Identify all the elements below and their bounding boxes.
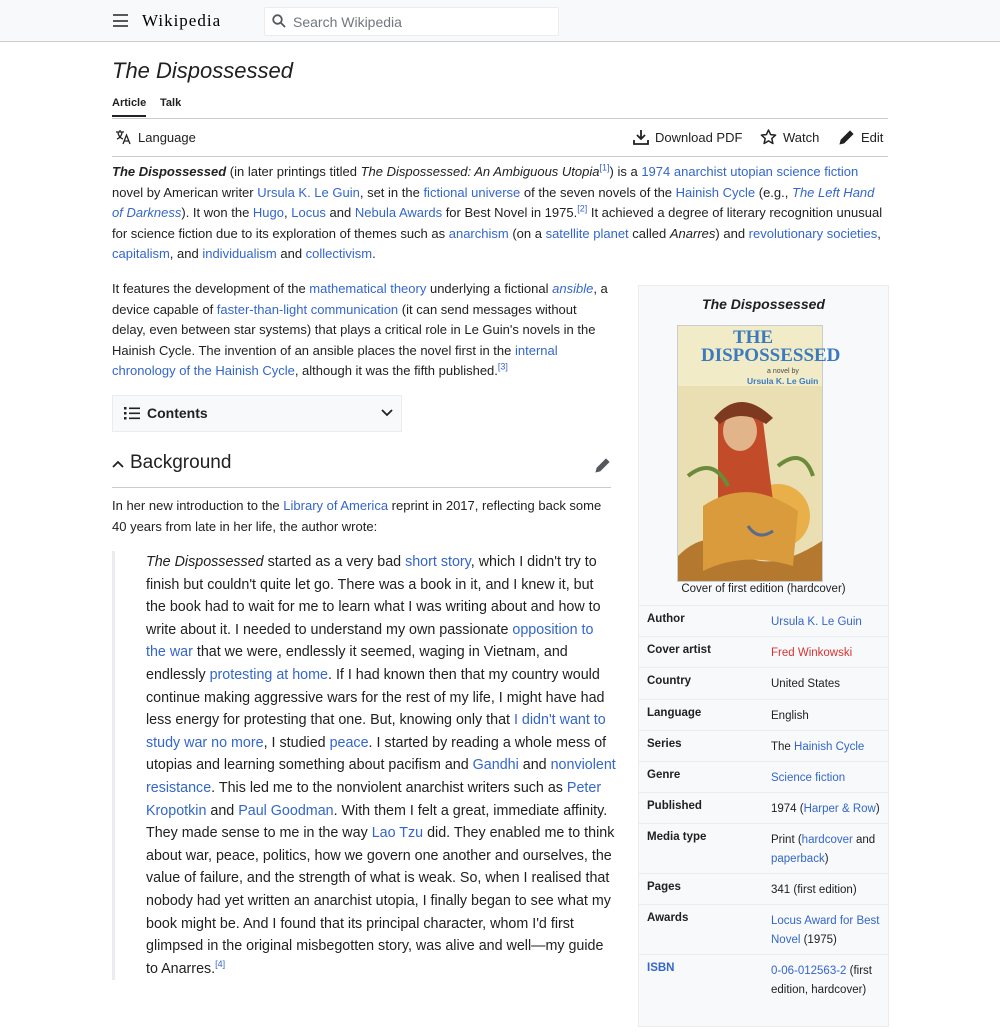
infobox-title: The Dispossessed: [702, 296, 825, 312]
italic-text: The Dispossessed: [146, 554, 264, 570]
infobox-value: Locus Award for Best Novel (1975): [771, 915, 880, 946]
cover-title-text: THE DISPOSSESSED: [701, 327, 841, 366]
infobox-row: [639, 904, 888, 954]
wiki-link[interactable]: peace: [329, 734, 369, 751]
wiki-link[interactable]: short story: [405, 554, 471, 570]
wiki-link[interactable]: Ursula K. Le Guin: [257, 184, 360, 200]
infobox-key: Author: [647, 613, 685, 625]
wiki-link[interactable]: revolutionary societies: [748, 225, 878, 241]
infobox-value: English: [771, 710, 809, 722]
wikipedia-wordmark[interactable]: Wikipedia: [142, 11, 222, 30]
italic-text: The Dispossessed: An Ambiguous Utopia: [360, 164, 600, 179]
wiki-link[interactable]: fictional universe: [423, 184, 521, 200]
infobox-key: Series: [647, 738, 682, 750]
section-title: Background: [130, 452, 232, 473]
download-icon: [633, 129, 649, 145]
download-pdf-label: Download PDF: [655, 129, 743, 145]
star-icon: [760, 129, 777, 145]
page-tabs: [112, 97, 888, 119]
wiki-link[interactable]: utopian: [730, 164, 773, 179]
infobox-row: [639, 873, 888, 904]
language-label: Language: [138, 129, 196, 145]
infobox-row: [639, 761, 888, 792]
infobox-key: Pages: [647, 881, 681, 893]
wiki-link[interactable]: Hainish Cycle: [794, 741, 865, 753]
wiki-link[interactable]: Hainish Cycle: [675, 184, 756, 200]
wiki-link[interactable]: Locus Award for Best Novel: [771, 915, 880, 946]
list-icon: [124, 407, 140, 420]
infobox-key: Media type: [647, 831, 707, 843]
wiki-link[interactable]: capitalism: [112, 246, 170, 262]
infobox-value: [771, 769, 881, 788]
infobox: [638, 285, 889, 1027]
pencil-icon: [839, 129, 855, 145]
chevron-down-icon[interactable]: [381, 409, 393, 417]
infobox-row: [639, 699, 888, 730]
section-intro: In her new introduction to the Library of America reprint in 2017, reflecting back some 40 years from late in her life, the author wrote:: [112, 498, 602, 534]
infobox-row: [639, 792, 888, 823]
table-of-contents[interactable]: [112, 395, 402, 432]
site-header: [0, 0, 1000, 42]
redlink[interactable]: Fred Winkowski: [771, 647, 853, 659]
wiki-link[interactable]: paperback: [771, 852, 825, 865]
section-heading-background: [112, 449, 611, 488]
wiki-link[interactable]: ansible: [552, 281, 594, 296]
cover-subtitle-text: a novel by: [767, 368, 799, 375]
wiki-link[interactable]: Library of America: [283, 498, 389, 513]
wiki-link[interactable]: Ursula K. Le Guin: [771, 616, 862, 628]
cover-author-text: Ursula K. Le Guin: [747, 376, 819, 386]
infobox-value: [771, 613, 881, 632]
infobox-key: Country: [647, 675, 692, 687]
italic-text: Anarres: [669, 225, 716, 241]
infobox-row: [639, 954, 888, 1035]
edit-section-icon[interactable]: [595, 457, 611, 473]
infobox-row: [639, 667, 888, 699]
wiki-link[interactable]: 0-06-012563-2: [771, 965, 847, 977]
wiki-link[interactable]: satellite planet: [545, 225, 629, 241]
wiki-link[interactable]: nonviolent resistance: [146, 757, 616, 796]
wiki-link[interactable]: collectivism: [305, 246, 373, 262]
wiki-link[interactable]: I didn't want to study war no more: [146, 712, 606, 751]
infobox-row: [639, 605, 888, 636]
infobox-key: Cover artist: [647, 644, 711, 656]
download-pdf-button[interactable]: [633, 129, 742, 145]
wiki-link[interactable]: 1974: [641, 164, 671, 179]
wiki-link[interactable]: opposition to the war: [146, 621, 594, 661]
bold-title: The Dispossessed: [112, 164, 227, 179]
language-icon: [115, 129, 132, 145]
infobox-row: [639, 636, 888, 667]
wiki-link[interactable]: Science fiction: [771, 772, 846, 784]
wiki-link[interactable]: science fiction: [776, 164, 859, 179]
blockquote: The Dispossessed started as a very bad short story, which I didn't try to finish but couldn't quite let go. There was a book in it, and I knew it, but the book had to wait for me to learn what I was writing about and how to write about it. I needed to understand my own passionate opposition to the war that we were, endlessly it seemed, waging in Vietnam, and endlessly protesting at home. If I had known then that my country would continue making aggressive wars for the rest of my life, I might have had less energy for protesting that one. But, knowing only that I didn't want to study war no more, I studied peace. I started by reading a whole mess of utopias and learning something about pacifism and Gandhi and nonviolent resistance. This led me to the nonviolent anarchist writers such as Peter Kropotkin and Paul Goodman. With them I felt a great, immediate affinity. They made sense to me in the way Lao Tzu did. They enabled me to think about war, peace, politics, how we govern one another and ourselves, the value of failure, and the strength of what is weak. So, when I realised that nobody had yet written an anarchist utopia, I finally began to see what my book might be. And I found that its principal character, whom I'd first glimpsed in the original misbegotten story, was alive and well—my guide to Anarres.[4]: [112, 551, 616, 980]
lead-paragraph-1: The Dispossessed (in later printings titled The Dispossessed: An Ambiguous Utopia[1]) is a 1974 anarchist utopian science fiction novel by American writer Ursula K. Le Guin, set in the fictional universe of the seven novels of the Hainish Cycle (e.g., The Left Hand of Darkness). It won the Hugo, Locus and Nebula Awards for Best Novel in 1975.[2] It achieved a degree of literary recognition unusual for science fiction due to its exploration of themes such as anarchism (on a satellite planet called Anarres) and revolutionary societies, capitalism, and individualism and collectivism.: [112, 162, 883, 262]
wiki-link[interactable]: Hugo: [252, 205, 284, 221]
wiki-link[interactable]: Locus: [291, 205, 326, 221]
infobox-key: Genre: [647, 769, 681, 781]
infobox-value: United States: [771, 678, 841, 690]
edit-button[interactable]: [839, 129, 883, 145]
chevron-up-icon[interactable]: [112, 460, 124, 468]
citation-link[interactable]: [1]: [599, 162, 610, 173]
citation-link[interactable]: [4]: [215, 958, 226, 969]
infobox-value: 341 (first edition): [771, 884, 857, 896]
language-button[interactable]: [115, 129, 196, 145]
page-toolbar: [112, 120, 888, 157]
infobox-key: Published: [647, 800, 702, 812]
search-box[interactable]: [264, 7, 559, 36]
wiki-link[interactable]: protesting at home: [209, 666, 328, 683]
main-menu-icon[interactable]: [113, 14, 128, 27]
contents-label: Contents: [147, 405, 208, 421]
wiki-link[interactable]: individualism: [202, 246, 277, 262]
wiki-link[interactable]: anarchist: [673, 164, 727, 179]
cover-caption: Cover of first edition (hardcover): [681, 583, 846, 595]
wiki-link[interactable]: Harper & Row: [803, 803, 876, 815]
edit-label: Edit: [861, 129, 884, 145]
cover-image[interactable]: [677, 325, 841, 582]
search-input[interactable]: [291, 12, 555, 32]
wiki-link[interactable]: Lao Tzu: [371, 825, 424, 842]
infobox-value: The Hainish Cycle: [771, 741, 865, 753]
infobox-key: Language: [647, 707, 702, 719]
infobox-value: [771, 644, 881, 663]
wiki-link[interactable]: mathematical theory: [309, 281, 427, 296]
tab-talk[interactable]: Talk: [160, 97, 182, 109]
wiki-link[interactable]: anarchism: [448, 225, 509, 241]
infobox-value: 0-06-012563-2 (first edition, hardcover): [771, 965, 873, 996]
wiki-link[interactable]: Nebula Awards: [354, 205, 443, 221]
tab-article[interactable]: Article: [112, 97, 146, 117]
infobox-key[interactable]: ISBN: [647, 962, 675, 974]
watch-button[interactable]: [760, 129, 819, 145]
wiki-link[interactable]: Gandhi: [472, 757, 519, 774]
infobox-key: Awards: [647, 912, 689, 924]
wiki-link[interactable]: faster-than-light communication: [216, 301, 399, 317]
wiki-link[interactable]: Paul Goodman: [238, 802, 334, 819]
infobox-row: [639, 730, 888, 761]
wiki-link[interactable]: internal chronology of the Hainish Cycle: [112, 342, 558, 379]
wiki-link[interactable]: hardcover: [801, 834, 853, 846]
citation-link[interactable]: [3]: [497, 362, 508, 373]
infobox-row: [639, 823, 888, 873]
citation-link[interactable]: [2]: [577, 203, 588, 214]
lead-paragraph-2: It features the development of the mathematical theory underlying a fictional ansible, a device capable of faster-than-light communication (it can send messages without delay, even between star systems) that plays a critical role in Le Guin's novels in the Hainish Cycle. The invention of an ansible places the novel first in the internal chronology of the Hainish Cycle, although it was the fifth published.[3]: [112, 281, 608, 379]
page-title: The Dispossessed: [112, 58, 293, 83]
watch-label: Watch: [783, 129, 820, 145]
infobox-rows: [639, 605, 888, 1035]
wiki-link[interactable]: The Left Hand of Darkness: [112, 184, 875, 221]
infobox-value: Print (hardcover and paperback): [771, 834, 876, 865]
wiki-link[interactable]: Peter Kropotkin: [146, 779, 602, 819]
infobox-value: 1974 (Harper & Row): [771, 803, 880, 815]
search-icon: [272, 14, 286, 28]
